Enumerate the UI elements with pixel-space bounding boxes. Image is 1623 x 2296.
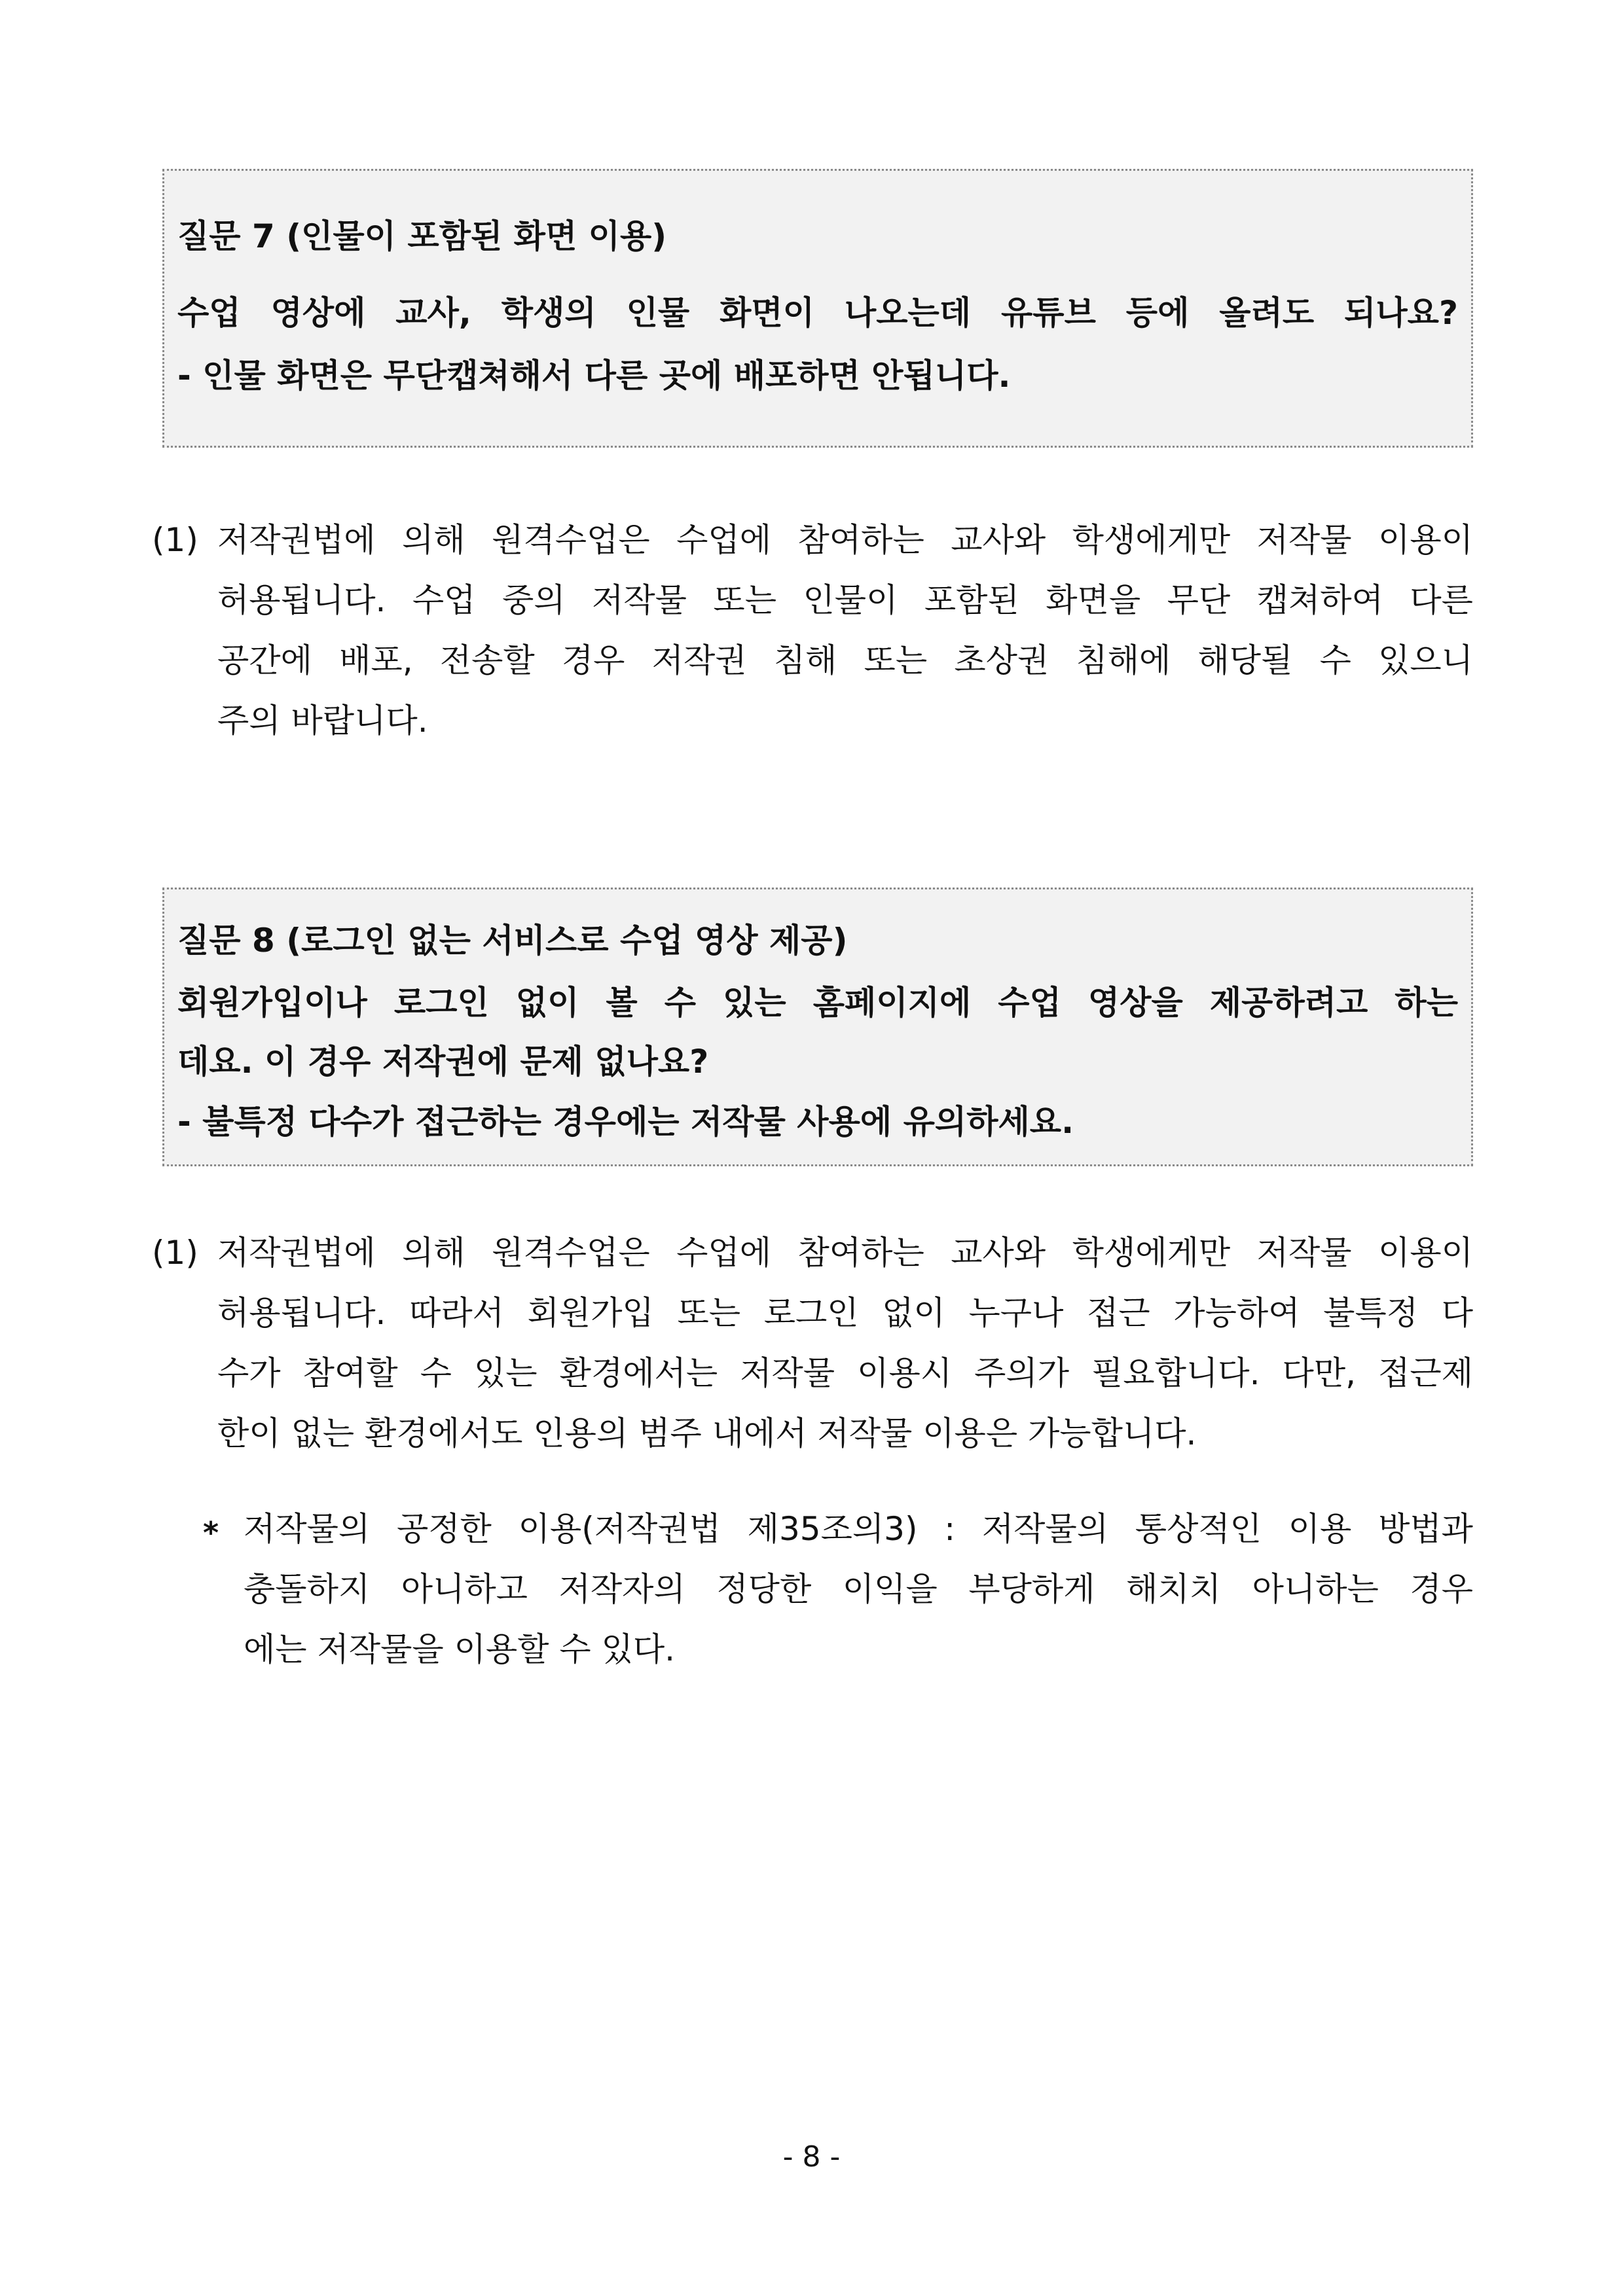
answer-8-paragraph bbox=[152, 1223, 1473, 1463]
paragraph-line: 허용됩니다. 따라서 회원가입 또는 로그인 없이 누구나 접근 가능하여 불특정 다 bbox=[217, 1294, 1473, 1332]
fair-use-note bbox=[203, 1499, 1473, 1679]
question-7-answer: - 인물 화면은 무단캡쳐해서 다른 곳에 배포하면 안됩니다. bbox=[177, 357, 1011, 395]
note-line: 에는 저작물을 이용할 수 있다. bbox=[244, 1630, 676, 1668]
note-line: * 저작물의 공정한 이용(저작권법 제35조의3) : 저작물의 통상적인 이용 방법과 bbox=[203, 1499, 1473, 1559]
question-7-title: 질문 7 (인물이 포함된 화면 이용) bbox=[177, 217, 667, 255]
question-8-title: 질문 8 (로그인 없는 서비스로 수업 영상 제공) bbox=[177, 922, 848, 960]
asterisk-marker: * bbox=[203, 1515, 219, 1551]
paragraph-line: (1) 저작권법에 의해 원격수업은 수업에 참여하는 교사와 학생에게만 저작물 이용이 bbox=[152, 1223, 1473, 1283]
note-line: 충돌하지 아니하고 저작자의 정당한 이익을 부당하게 해치치 아니하는 경우 bbox=[244, 1570, 1473, 1608]
question-8-answer: - 불특정 다수가 접근하는 경우에는 저작물 사용에 유의하세요. bbox=[177, 1103, 1074, 1141]
question-7-text: 수업 영상에 교사, 학생의 인물 화면이 나오는데 유튜브 등에 올려도 되나요? bbox=[177, 294, 1458, 332]
question-8-box bbox=[162, 888, 1473, 1166]
paragraph-line: 허용됩니다. 수업 중의 저작물 또는 인물이 포함된 화면을 무단 캡쳐하여 다른 bbox=[217, 581, 1473, 619]
page-number: - 8 - bbox=[782, 2140, 841, 2174]
question-8-text-line2: 데요. 이 경우 저작권에 문제 없나요? bbox=[177, 1043, 709, 1081]
paragraph-line: 공간에 배포, 전송할 경우 저작권 침해 또는 초상권 침해에 해당될 수 있으니 bbox=[217, 641, 1473, 679]
paragraph-line: 한이 없는 환경에서도 인용의 범주 내에서 저작물 이용은 가능합니다. bbox=[217, 1414, 1197, 1452]
answer-7-paragraph bbox=[152, 510, 1473, 751]
paragraph-line: (1) 저작권법에 의해 원격수업은 수업에 참여하는 교사와 학생에게만 저작물 이용이 bbox=[152, 510, 1473, 570]
paragraph-line: 주의 바랍니다. bbox=[217, 702, 428, 740]
paragraph-line: 수가 참여할 수 있는 환경에서는 저작물 이용시 주의가 필요합니다. 다만, 접근제 bbox=[217, 1354, 1473, 1392]
question-7-box bbox=[162, 169, 1473, 448]
paragraph-number: (1) bbox=[152, 1234, 198, 1272]
paragraph-number: (1) bbox=[152, 521, 198, 559]
question-8-text-line1: 회원가입이나 로그인 없이 볼 수 있는 홈페이지에 수업 영상을 제공하려고 하는 bbox=[177, 984, 1458, 1022]
